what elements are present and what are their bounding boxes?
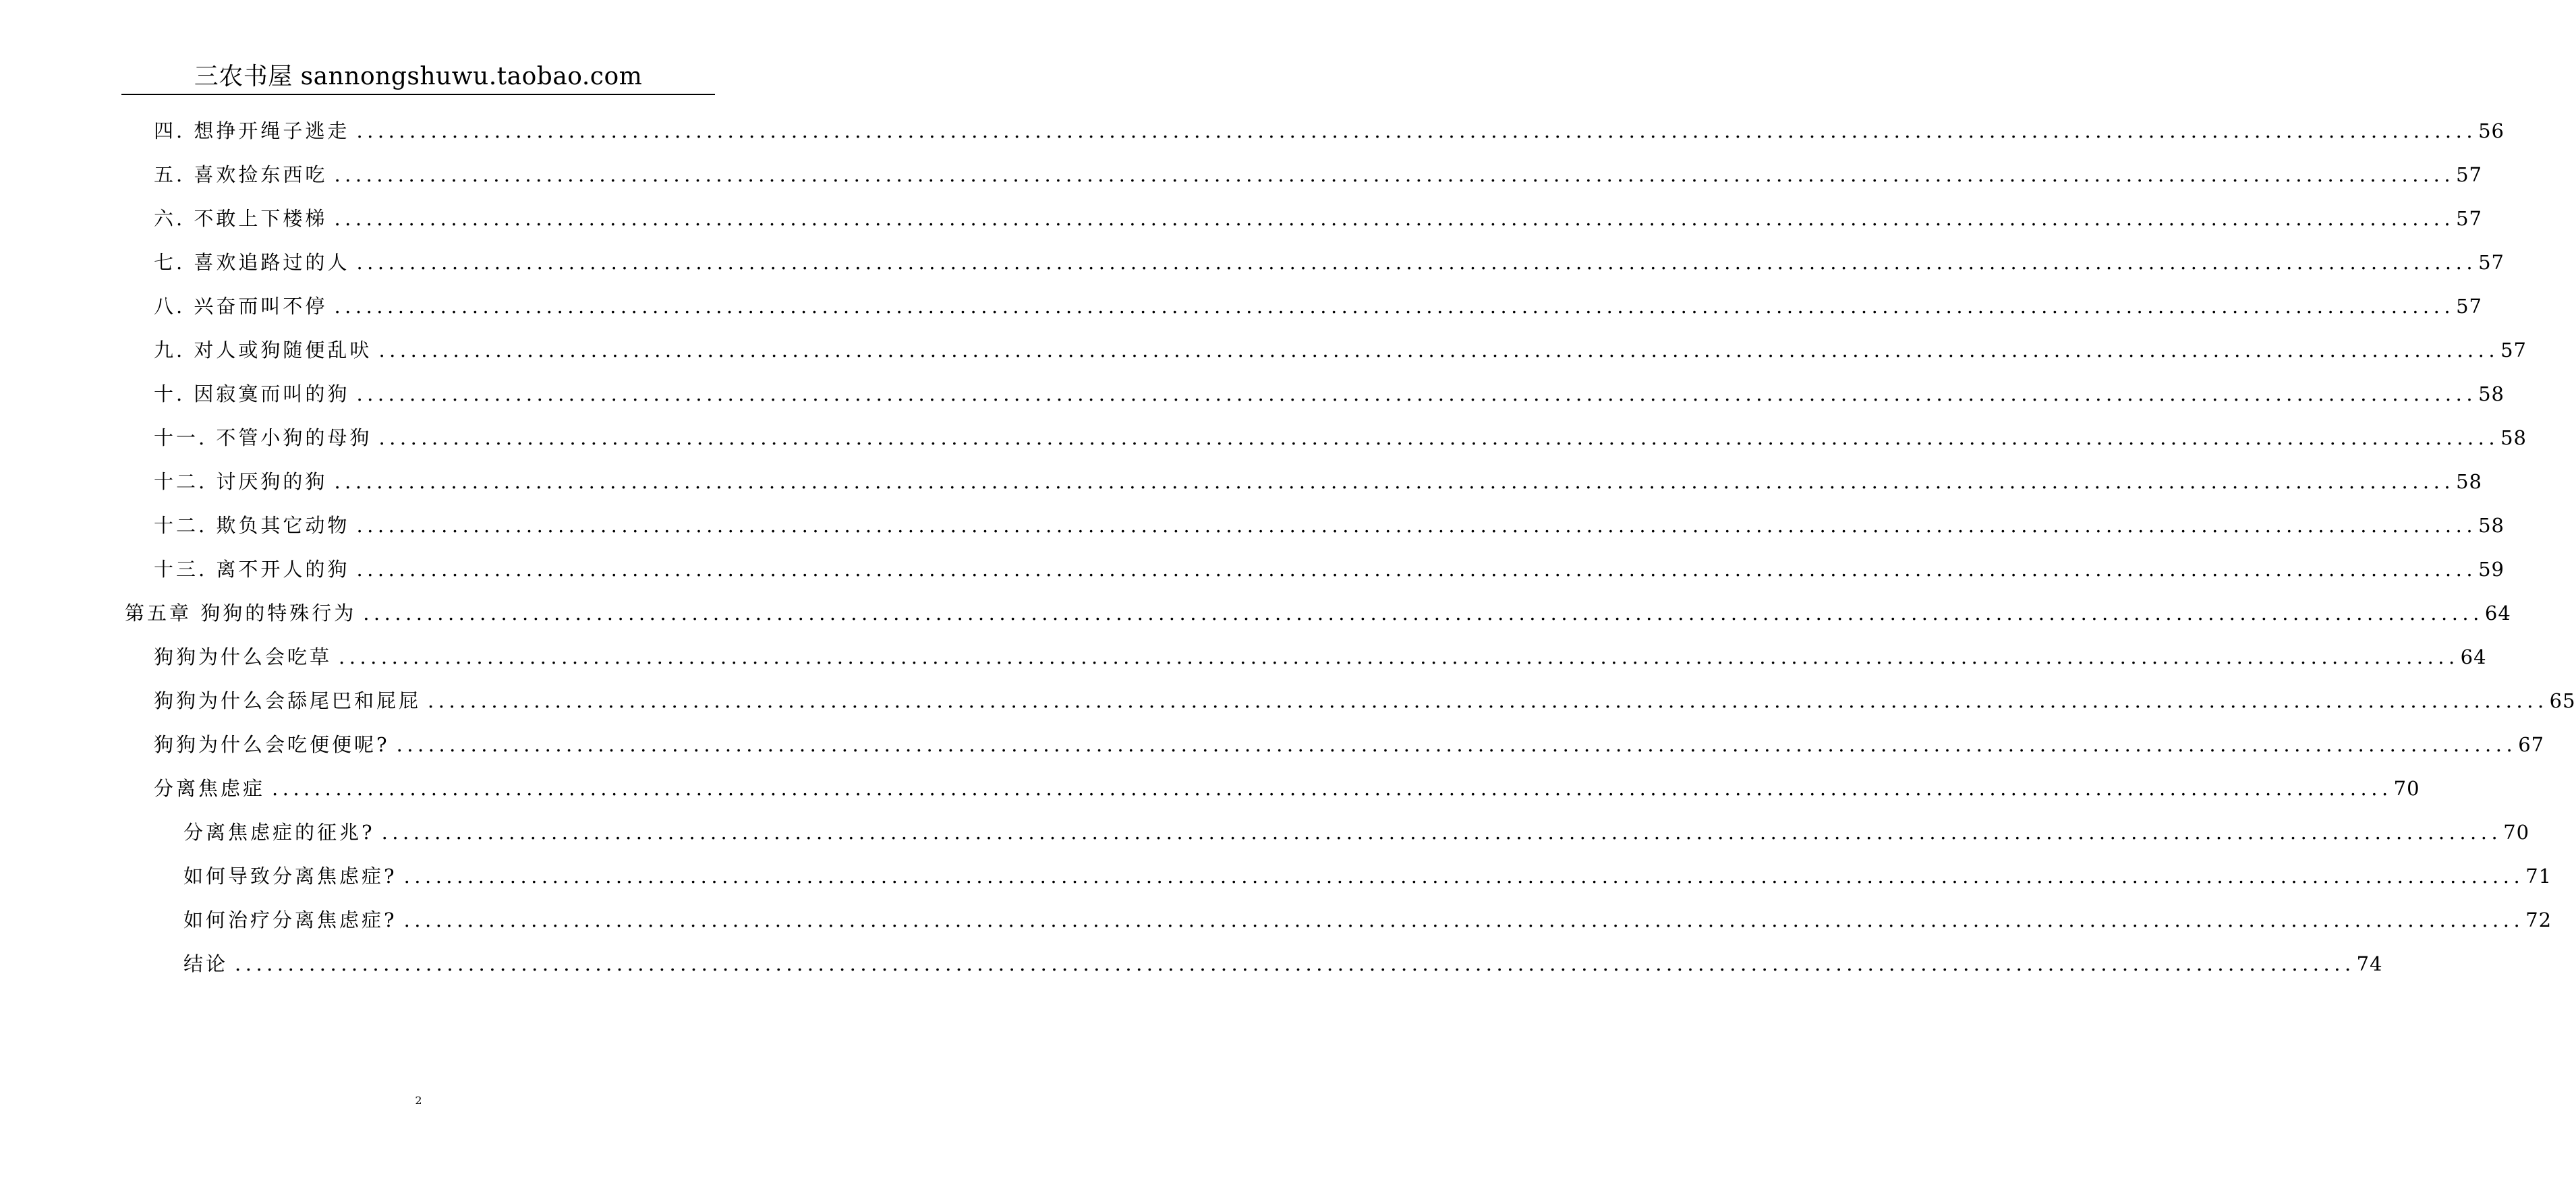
toc-entry[interactable]: [154, 337, 2527, 364]
toc-dot-leader: ........................................................................................................................................................................................................: [378, 339, 2500, 362]
toc-entry-title: 十二. 欺负其它动物: [154, 514, 350, 537]
toc-dot-leader: ........................................................................................................................................................................................................: [334, 295, 2455, 318]
toc-entry-title: 七. 喜欢追路过的人: [154, 251, 350, 274]
toc-dot-leader: ........................................................................................................................................................................................................: [381, 821, 2502, 844]
toc-entry-page: 59: [2478, 558, 2505, 581]
toc-entry-page: 70: [2393, 777, 2420, 800]
toc-entry-page: 72: [2525, 908, 2552, 931]
toc-dot-leader: ........................................................................................................................................................................................................: [339, 645, 2459, 668]
toc-entry[interactable]: [154, 380, 2505, 407]
toc-entry[interactable]: [154, 249, 2505, 276]
toc-entry[interactable]: [183, 819, 2530, 846]
toc-entry-title: 六. 不敢上下楼梯: [154, 207, 328, 230]
toc-entry-title: 狗狗为什么会吃草: [154, 645, 333, 668]
toc-entry-page: 64: [2460, 645, 2487, 668]
toc-entry-title: 第五章 狗狗的特殊行为: [125, 602, 357, 625]
toc-entry-title: 十一. 不管小狗的母狗: [154, 426, 372, 449]
toc-entry[interactable]: [154, 643, 2487, 670]
toc-dot-leader: ........................................................................................................................................................................................................: [356, 251, 2478, 274]
toc-entry[interactable]: [154, 424, 2527, 451]
toc-dot-leader: ........................................................................................................................................................................................................: [334, 470, 2455, 493]
toc-dot-leader: ........................................................................................................................................................................................................: [428, 689, 2548, 712]
page-header-title: 三农书屋 sannongshuwu.taobao.com: [194, 63, 643, 90]
page-number: 2: [415, 1094, 422, 1107]
toc-entry-title: 狗狗为什么会吃便便呢?: [154, 733, 390, 756]
toc-entry-page: 57: [2456, 295, 2482, 318]
toc-entry-page: 57: [2478, 251, 2505, 274]
toc-entry-page: 58: [2478, 514, 2505, 537]
toc-entry-title: 十三. 离不开人的狗: [154, 558, 350, 581]
toc-entry[interactable]: [154, 117, 2505, 144]
toc-entry-title: 分离焦虑症的征兆?: [183, 821, 375, 844]
toc-entry-page: 70: [2503, 821, 2530, 844]
toc-entry-page: 57: [2500, 339, 2527, 362]
toc-dot-leader: ........................................................................................................................................................................................................: [363, 602, 2484, 625]
toc-entry-page: 71: [2525, 865, 2552, 888]
toc-dot-leader: ........................................................................................................................................................................................................: [356, 119, 2478, 142]
toc-entry-page: 64: [2484, 602, 2511, 625]
toc-dot-leader: ........................................................................................................................................................................................................: [378, 426, 2500, 449]
toc-entry[interactable]: [154, 512, 2505, 539]
toc-entry-title: 十. 因寂寞而叫的狗: [154, 382, 350, 405]
toc-entry-page: 58: [2456, 470, 2482, 493]
toc-dot-leader: ........................................................................................................................................................................................................: [235, 952, 2355, 975]
toc-dot-leader: ........................................................................................................................................................................................................: [403, 865, 2525, 888]
toc-entry[interactable]: [154, 293, 2482, 320]
toc-entry-title: 分离焦虑症: [154, 777, 266, 800]
toc-entry-title: 五. 喜欢捡东西吃: [154, 163, 328, 186]
toc-dot-leader: ........................................................................................................................................................................................................: [334, 207, 2455, 230]
toc-entry[interactable]: [183, 863, 2552, 890]
toc-dot-leader: ........................................................................................................................................................................................................: [356, 382, 2478, 405]
toc-entry[interactable]: [154, 731, 2545, 758]
toc-entry-page: 65: [2549, 689, 2576, 712]
toc-entry-title: 如何导致分离焦虑症?: [183, 865, 397, 888]
toc-entry[interactable]: [183, 950, 2383, 977]
toc-entry-title: 如何治疗分离焦虑症?: [183, 908, 397, 931]
toc-dot-leader: ........................................................................................................................................................................................................: [396, 733, 2517, 756]
toc-entry[interactable]: [183, 906, 2552, 933]
toc-entry[interactable]: [154, 556, 2505, 583]
toc-entry[interactable]: [154, 161, 2482, 188]
toc-entry-page: 57: [2456, 163, 2482, 186]
toc-entry-title: 十二. 讨厌狗的狗: [154, 470, 328, 493]
toc-entry-title: 八. 兴奋而叫不停: [154, 295, 328, 318]
toc-entry[interactable]: [154, 687, 2576, 714]
toc-entry-page: 58: [2500, 426, 2527, 449]
toc-entry[interactable]: [154, 775, 2420, 802]
toc-dot-leader: ........................................................................................................................................................................................................: [272, 777, 2393, 800]
toc-entry-page: 74: [2356, 952, 2383, 975]
toc-entry-page: 57: [2456, 207, 2482, 230]
toc-entry-title: 九. 对人或狗随便乱吠: [154, 339, 372, 362]
toc-dot-leader: ........................................................................................................................................................................................................: [403, 908, 2525, 931]
toc-entry-title: 四. 想挣开绳子逃走: [154, 119, 350, 142]
toc-entry-title: 结论: [183, 952, 229, 975]
toc-entry-page: 58: [2478, 382, 2505, 405]
toc-entry[interactable]: [154, 205, 2482, 232]
toc-entry-page: 56: [2478, 119, 2505, 142]
toc-entry[interactable]: [125, 600, 2511, 627]
toc-dot-leader: ........................................................................................................................................................................................................: [356, 558, 2478, 581]
toc-dot-leader: ........................................................................................................................................................................................................: [356, 514, 2478, 537]
toc-entry[interactable]: [154, 468, 2482, 495]
toc-dot-leader: ........................................................................................................................................................................................................: [334, 163, 2455, 186]
toc-entry-page: 67: [2518, 733, 2545, 756]
toc-entry-title: 狗狗为什么会舔尾巴和屁屁: [154, 689, 422, 712]
